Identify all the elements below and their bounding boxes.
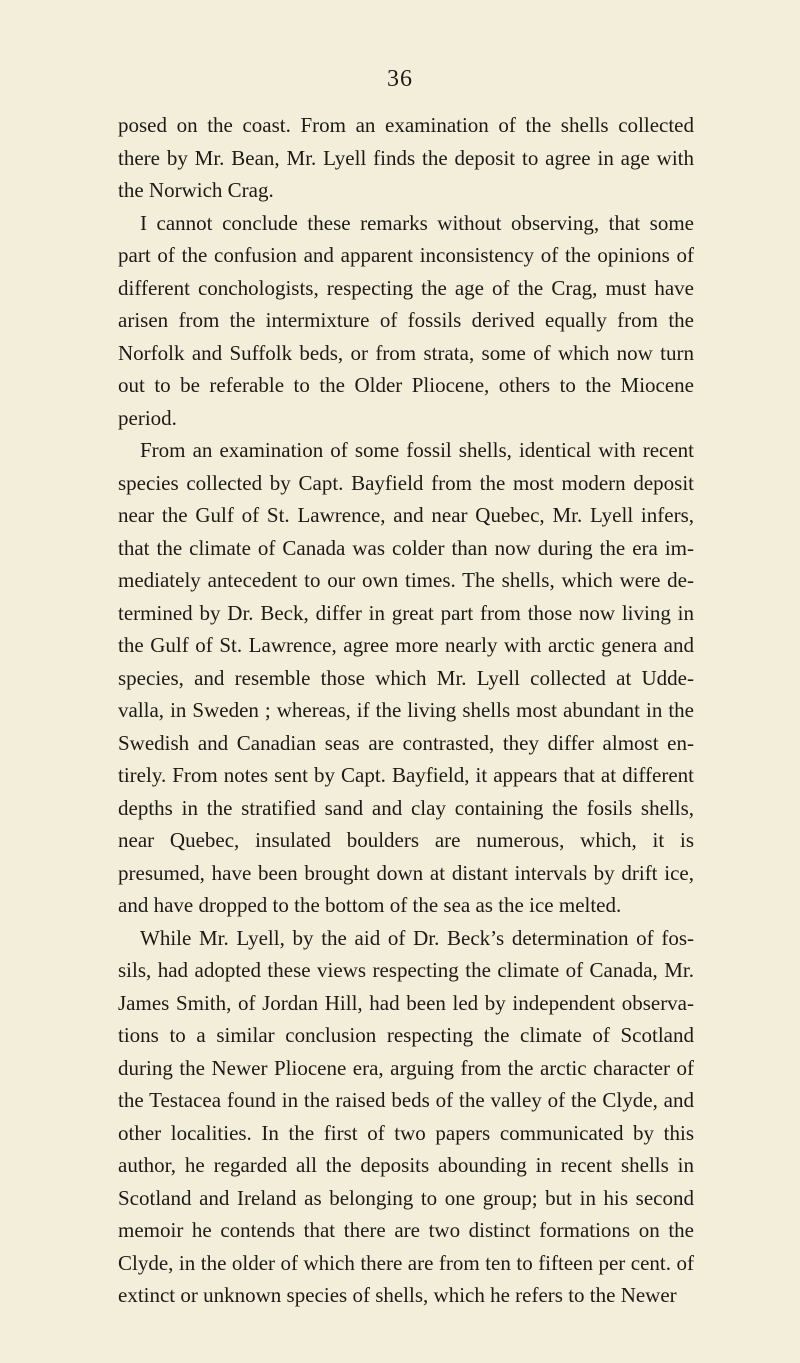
page-number: 36 (387, 66, 413, 92)
paragraph-canada-climate: From an examination of some fossil shells, identical with recent species collected by Capt. Bayfield from the most modern deposit near the Gulf of St. Lawrence, and near Quebec, Mr. Lyell infers, that the climate of Canada was colder than now during the era im-mediately antecedent to our own times. The shells, which were de-termined by Dr. Beck, differ in great part from those now living in the Gulf of St. Lawrence, agree more nearly with arctic genera and species, and resemble those which Mr. Lyell collected at Udde-valla, in Sweden ; whereas, if the living shells most abundant in the Swedish and Canadian seas are contrasted, they differ almost en-tirely. From notes sent by Capt. Bayfield, it appears that at different depths in the stratified sand and clay containing the fosils shells, near Quebec, insulated boulders are numerous, which, it is presumed, have been brought down at distant intervals by drift ice, and have dropped to the bottom of the sea as the ice melted. (118, 438, 694, 917)
paragraph-scotland-climate: While Mr. Lyell, by the aid of Dr. Beck’s determination of fos-sils, had adopted these views respecting the climate of Canada, Mr. James Smith, of Jordan Hill, had been led by independent observa-tions to a similar conclusion respecting the climate of Scotland during the Newer Pliocene era, arguing from the arctic character of the Testacea found in the raised beds of the valley of the Clyde, and other localities. In the first of two papers communicated by this author, he regarded all the deposits abounding in recent shells in Scotland and Ireland as belonging to one group; but in his second memoir he contends that there are two distinct formations on the Clyde, in the older of which there are from ten to fifteen per cent. of extinct or unknown species of shells, which he refers to the Newer (118, 925, 694, 1307)
paragraph-crag-confusion: I cannot conclude these remarks without observing, that some part of the confusion and apparent inconsistency of the opinions of different conchologists, respecting the age of the Crag, must have arisen from the intermixture of fossils derived equally from the Norfolk and Suffolk beds, or from strata, some of which now turn out to be referable to the Older Pliocene, others to the Miocene period. (118, 210, 694, 430)
paragraph-continuation: posed on the coast. From an examination of the shells collected there by Mr. Bean, Mr. Lyell finds the deposit to agree in age with the Norwich Crag. (118, 113, 694, 202)
body-text (118, 109, 694, 1312)
